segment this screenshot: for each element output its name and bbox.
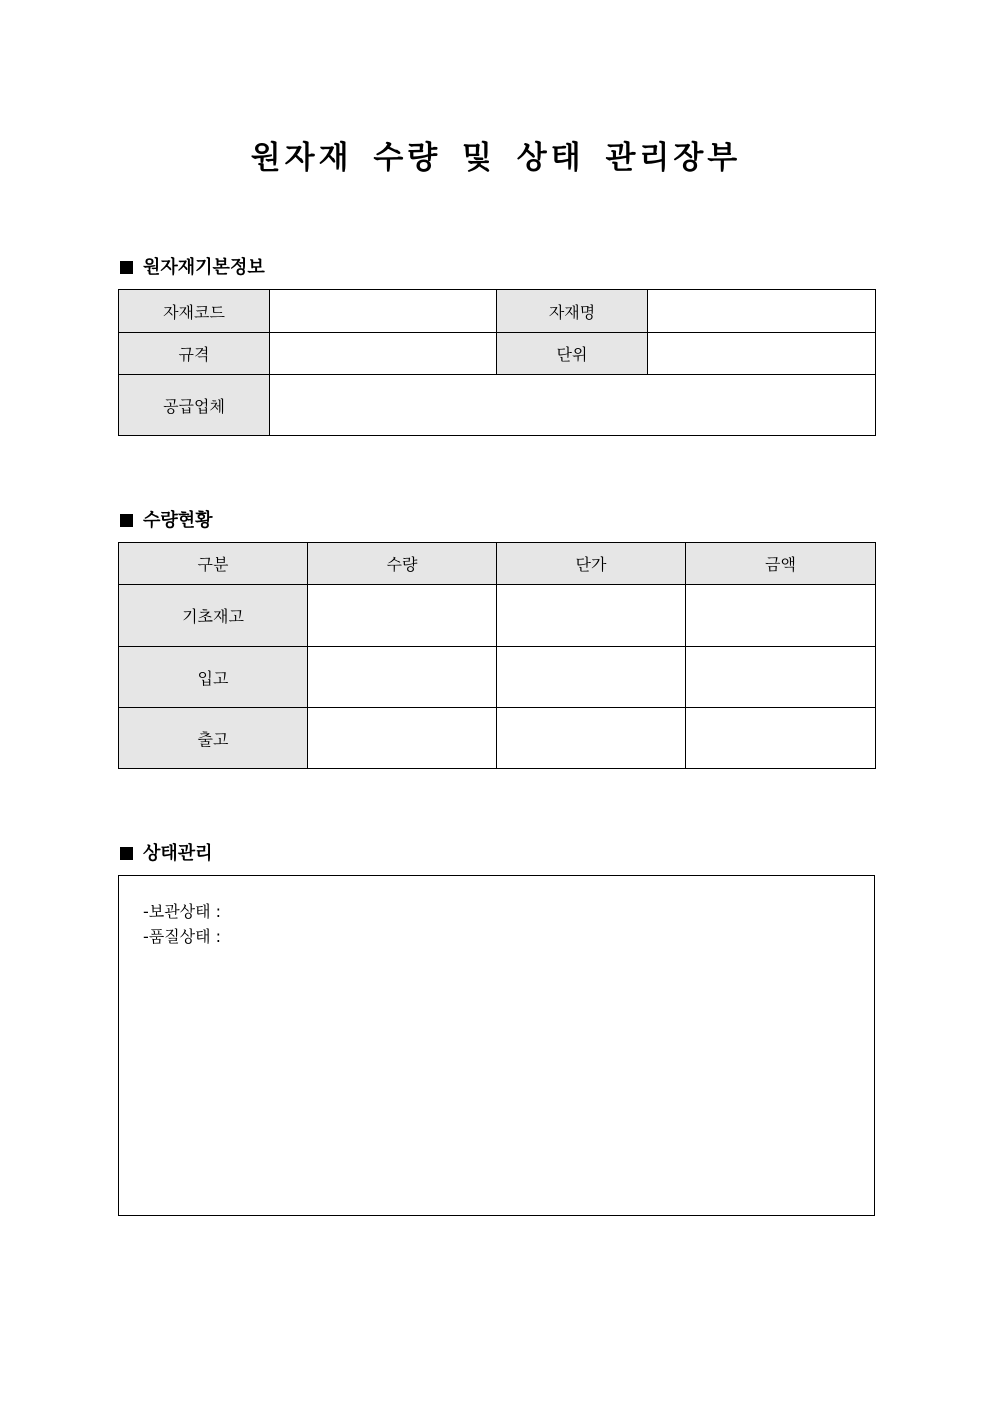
table-row bbox=[119, 647, 876, 708]
basic-info-table bbox=[118, 289, 876, 436]
outbound-price-field[interactable] bbox=[497, 708, 686, 769]
table-row bbox=[119, 375, 876, 436]
outbound-amount-field[interactable] bbox=[686, 708, 876, 769]
opening-stock-price-field[interactable] bbox=[497, 585, 686, 647]
square-bullet-icon bbox=[120, 847, 133, 860]
material-name-field[interactable] bbox=[648, 290, 876, 333]
inbound-amount-field[interactable] bbox=[686, 647, 876, 708]
quantity-table bbox=[118, 542, 876, 769]
header-category: 구분 bbox=[119, 543, 308, 585]
inbound-quantity-field[interactable] bbox=[308, 647, 497, 708]
row-label-inbound: 입고 bbox=[119, 647, 308, 708]
header-quantity: 수량 bbox=[308, 543, 497, 585]
material-code-field[interactable] bbox=[270, 290, 497, 333]
supplier-field[interactable] bbox=[270, 375, 876, 436]
table-row bbox=[119, 585, 876, 647]
row-label-outbound: 출고 bbox=[119, 708, 308, 769]
table-header-row bbox=[119, 543, 876, 585]
header-amount: 금액 bbox=[686, 543, 876, 585]
table-row bbox=[119, 333, 876, 375]
section-heading-label: 원자재기본정보 bbox=[143, 257, 265, 278]
page-title: 원자재 수량 및 상태 관리장부 bbox=[250, 140, 742, 176]
section-heading-label: 수량현황 bbox=[143, 510, 213, 531]
row-label-opening-stock: 기초재고 bbox=[119, 585, 308, 647]
opening-stock-quantity-field[interactable] bbox=[308, 585, 497, 647]
square-bullet-icon bbox=[120, 261, 133, 274]
quality-status-label: -품질상태 : bbox=[143, 927, 222, 946]
section-heading-status bbox=[120, 839, 213, 865]
unit-label: 단위 bbox=[497, 333, 648, 375]
opening-stock-amount-field[interactable] bbox=[686, 585, 876, 647]
outbound-quantity-field[interactable] bbox=[308, 708, 497, 769]
section-heading-quantity bbox=[120, 506, 213, 532]
spec-field[interactable] bbox=[270, 333, 497, 375]
status-notes-area[interactable] bbox=[118, 875, 875, 1216]
supplier-label: 공급업체 bbox=[119, 375, 270, 436]
square-bullet-icon bbox=[120, 514, 133, 527]
unit-field[interactable] bbox=[648, 333, 876, 375]
header-unit-price: 단가 bbox=[497, 543, 686, 585]
section-heading-basic-info bbox=[120, 253, 265, 279]
spec-label: 규격 bbox=[119, 333, 270, 375]
inbound-price-field[interactable] bbox=[497, 647, 686, 708]
material-code-label: 자재코드 bbox=[119, 290, 270, 333]
table-row bbox=[119, 708, 876, 769]
table-row bbox=[119, 290, 876, 333]
material-name-label: 자재명 bbox=[497, 290, 648, 333]
section-heading-label: 상태관리 bbox=[143, 843, 213, 864]
storage-status-label: -보관상태 : bbox=[143, 902, 222, 921]
